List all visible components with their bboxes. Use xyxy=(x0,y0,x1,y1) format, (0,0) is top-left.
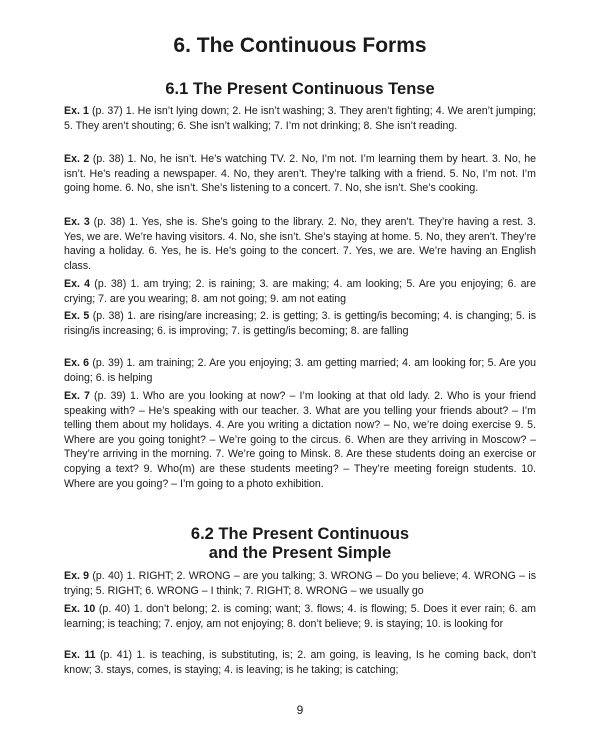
exercise-1 xyxy=(64,104,536,133)
exercise-text: (p. 38) 1. No, he isn’t. He’s watching TV. 2. No, I’m not. I’m learning them by heart. 3. No, he isn’t. He’s reading a newspaper. 4. No, they aren’t. They’re talking with a friend. 5. No, I’m not. I’m going home. 6. No, she isn’t. She’s listening to a concert. 7. No, she isn’t. She’s cooking. xyxy=(64,153,536,195)
exercise-label: Ex. 2 xyxy=(64,153,90,165)
exercise-text: (p. 40) 1. RIGHT; 2. WRONG – are you talking; 3. WRONG – Do you believe; 4. WRONG – is trying; 5. RIGHT; 6. WRONG – I think; 7. RIGHT; 8. WRONG – we usually go xyxy=(64,570,536,597)
exercise-10 xyxy=(64,602,536,631)
exercise-7 xyxy=(64,389,536,491)
exercise-label: Ex. 10 xyxy=(64,603,96,615)
chapter-title: 6. The Continuous Forms xyxy=(173,34,427,57)
exercise-6 xyxy=(64,356,536,385)
exercise-text: (p. 40) 1. don’t belong; 2. is coming; want; 3. flows; 4. is flowing; 5. Does it ever rain; 6. am learning; is teaching; 7. enjoy, am not enjoying; 8. don’t believe; 9. is staying; 10. is looking for xyxy=(64,603,536,630)
exercise-label: Ex. 3 xyxy=(64,216,90,228)
exercise-label: Ex. 6 xyxy=(64,357,90,369)
exercise-5 xyxy=(64,309,536,338)
exercise-label: Ex. 11 xyxy=(64,649,96,661)
exercise-label: Ex. 4 xyxy=(64,278,91,290)
exercise-9 xyxy=(64,569,536,598)
exercise-text: (p. 38) 1. are rising/are increasing; 2. is getting; 3. is getting/is becoming; 4. is changing; 5. is rising/is increasing; 6. is improving; 7. is getting/is becoming; 8. are falling xyxy=(64,310,536,337)
exercise-label: Ex. 5 xyxy=(64,310,90,322)
exercise-text: (p. 38) 1. Yes, she is. She’s going to the library. 2. No, they aren’t. They’re having a rest. 3. Yes, we are. We’re having visitors. 4. No, she isn’t. She’s staying at home. 5. No, they aren’t. They’re having a holiday. 6. Yes, he is. He’s going to the concert. 7. Yes, we are. We’re having an English class. xyxy=(64,216,536,272)
section-title-6-1: 6.1 The Present Continuous Tense xyxy=(165,80,435,98)
exercise-label: Ex. 9 xyxy=(64,570,90,582)
exercise-text: (p. 39) 1. am training; 2. Are you enjoying; 3. am getting married; 4. am looking for; 5. Are you doing; 6. is helping xyxy=(64,357,536,384)
exercise-11 xyxy=(64,648,536,677)
exercise-label: Ex. 1 xyxy=(64,105,89,117)
exercise-text: (p. 37) 1. He isn’t lying down; 2. He isn’t washing; 3. They aren’t fighting; 4. We aren’t jumping; 5. They aren’t shouting; 6. She isn’t walking; 7. I’m not drinking; 8. She isn’t reading. xyxy=(64,105,536,132)
section-title-6-2-line2: and the Present Simple xyxy=(208,544,392,562)
exercise-text: (p. 39) 1. Who are you looking at now? – I’m looking at that old lady. 2. Who is your friend speaking with? – He’s speaking with our teacher. 3. What are you telling your friends about? – I’m telling them about my holidays. 4. Are you writing a dictation now? – No, we’re doing exercise 9. 5. Where are you going tonight? – We’re going to the circus. 6. When are they arriving in Moscow? – They’re arriving in the morning. 7. We’re going to Minsk. 8. Are these students doing an exercise or copying a text? 9. Who(m) are these students meeting? – They’re meeting foreign students. 10. Where are you going? – I’m going to a photo exhibition. xyxy=(64,390,536,490)
exercise-3 xyxy=(64,215,536,273)
exercise-text: (p. 38) 1. am trying; 2. is raining; 3. are making; 4. am looking; 5. Are you enjoying; 6. are crying; 7. are you wearing; 8. am not going; 9. am not eating xyxy=(64,278,536,305)
exercise-text: (p. 41) 1. is teaching, is substituting, is; 2. am going, is leaving, Is he coming back, don’t know; 3. stays, comes, is staying; 4. is leaving; is he taking; is catching; xyxy=(64,649,537,676)
exercise-label: Ex. 7 xyxy=(64,390,90,402)
exercise-2 xyxy=(64,152,536,196)
exercise-4 xyxy=(64,277,536,306)
section-title-6-2-line1: 6.2 The Present Continuous xyxy=(190,525,410,543)
page-number: 9 xyxy=(296,703,304,717)
